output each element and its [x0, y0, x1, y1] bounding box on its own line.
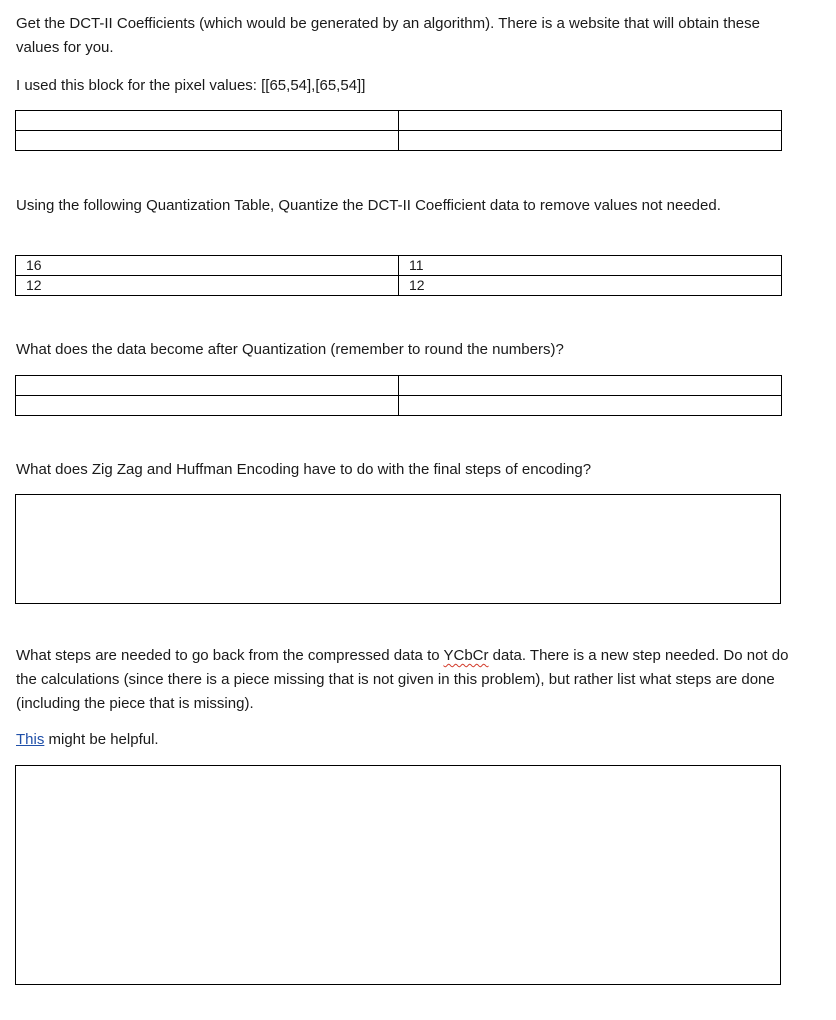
- table-row: [16, 376, 782, 396]
- q5-answer-box[interactable]: [15, 765, 781, 985]
- table-cell[interactable]: [399, 396, 782, 416]
- table-cell[interactable]: [16, 376, 399, 396]
- dct-coefficients-table: [15, 110, 782, 151]
- table-row: [16, 111, 782, 131]
- hint-text: might be helpful.: [44, 731, 159, 748]
- table-row: [16, 396, 782, 416]
- q4-answer-box[interactable]: [15, 494, 781, 604]
- q5-text-before: What steps are needed to go back from the compressed data to: [16, 647, 444, 664]
- q5-hint: [16, 728, 806, 752]
- table-cell[interactable]: [16, 396, 399, 416]
- q5-text-after: data. There is a new step needed. Do not do the calculations (since there is a piece missing that is not given in this problem), but rather list what steps are done (including the piece that is missing).: [16, 647, 789, 712]
- table-cell[interactable]: [16, 131, 399, 151]
- q1-pixel-note: I used this block for the pixel values: [[65,54],[65,54]]: [16, 77, 366, 94]
- table-cell[interactable]: [399, 111, 782, 131]
- q1-instruction: Get the DCT-II Coefficients (which would be generated by an algorithm). There is a website that will obtain these values for you.: [16, 15, 760, 56]
- quantized-data-table: [15, 375, 782, 416]
- q3-question: What does the data become after Quantization (remember to round the numbers)?: [16, 341, 564, 358]
- quantization-table: [15, 255, 782, 296]
- hint-link[interactable]: This: [16, 731, 45, 748]
- table-cell[interactable]: [16, 111, 399, 131]
- q5-question: [16, 644, 806, 716]
- table-cell[interactable]: [399, 376, 782, 396]
- spellcheck-flagged-word: YCbCr: [443, 647, 489, 664]
- table-cell: 11: [399, 256, 782, 276]
- q4-question: What does Zig Zag and Huffman Encoding have to do with the final steps of encoding?: [16, 461, 592, 478]
- q2-instruction: Using the following Quantization Table, Quantize the DCT-II Coefficient data to remove values not needed.: [16, 197, 721, 214]
- table-row: [16, 276, 782, 296]
- table-cell[interactable]: [399, 131, 782, 151]
- table-cell: 12: [16, 276, 399, 296]
- table-cell: 16: [16, 256, 399, 276]
- table-row: [16, 131, 782, 151]
- table-row: [16, 256, 782, 276]
- table-cell: 12: [399, 276, 782, 296]
